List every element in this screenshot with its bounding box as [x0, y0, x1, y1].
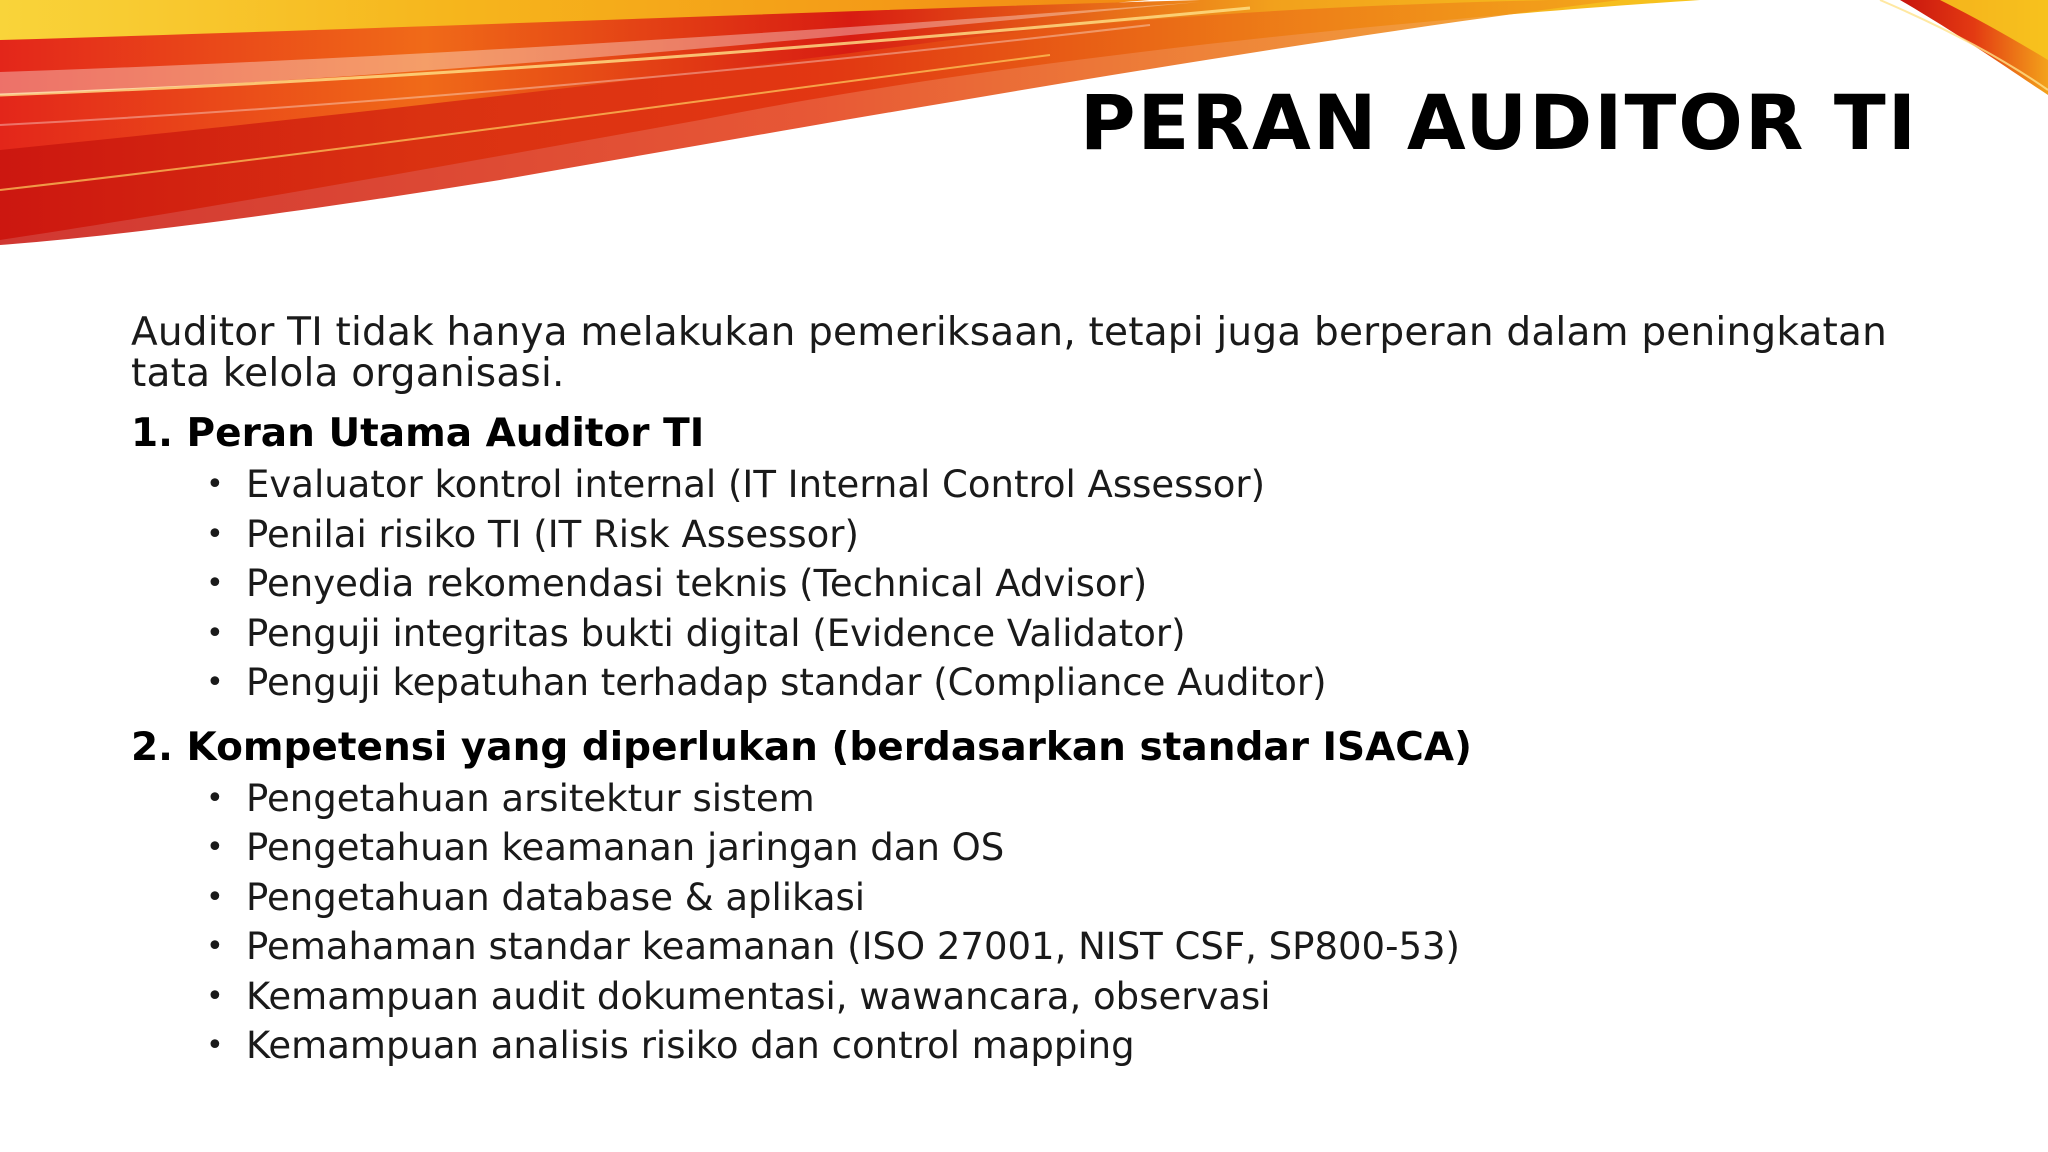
bullet-dot: • — [206, 978, 224, 1014]
list-item — [206, 873, 1891, 923]
list-item — [206, 510, 1891, 560]
list-item-text: Penilai risiko TI (IT Risk Assessor) — [246, 512, 859, 556]
list-item-text: Pengetahuan database & aplikasi — [246, 875, 866, 919]
list-item-text: Penguji kepatuhan terhadap standar (Compliance Auditor) — [246, 661, 1327, 704]
section-main-roles — [131, 408, 1891, 708]
intro-paragraph: Auditor TI tidak hanya melakukan pemeriksaan, tetapi juga berperan dalam peningkatan tata kelola organisasi. — [131, 310, 1888, 396]
bullet-dot: • — [206, 830, 224, 865]
bullet-dot: • — [206, 566, 224, 601]
list-item — [206, 460, 1891, 510]
list-item-text: Penyedia rekomendasi teknis (Technical Advisor) — [246, 562, 1148, 605]
bullet-dot: • — [206, 780, 224, 816]
slide-title: PERAN AUDITOR TI — [1079, 78, 1918, 167]
section-heading: 1. Peran Utama Auditor TI — [131, 411, 705, 456]
list-item — [206, 559, 1891, 609]
list-item — [206, 1021, 1891, 1071]
slide-content — [131, 312, 1891, 1071]
list-item — [206, 609, 1891, 659]
list-item-text: Kemampuan audit dokumentasi, wawancara, observasi — [246, 974, 1271, 1018]
list-item — [206, 658, 1891, 708]
bullet-dot: • — [206, 929, 224, 964]
list-item-text: Pengetahuan arsitektur sistem — [246, 776, 815, 820]
section-heading: 2. Kompetensi yang diperlukan (berdasarkan standar ISACA) — [131, 724, 1472, 770]
list-item — [206, 823, 1891, 873]
list-item-text: Penguji integritas bukti digital (Evidence Validator) — [246, 611, 1186, 655]
bullet-dot: • — [206, 665, 224, 700]
bullet-list — [131, 774, 1891, 1071]
list-item-text: Pengetahuan keamanan jaringan dan OS — [246, 826, 1005, 869]
bullet-dot: • — [206, 879, 224, 915]
bullet-dot: • — [206, 615, 224, 651]
bullet-dot: • — [206, 1028, 224, 1063]
list-item-text: Kemampuan analisis risiko dan control mapping — [246, 1024, 1135, 1067]
bullet-dot: • — [206, 467, 224, 502]
list-item — [206, 774, 1891, 824]
list-item — [206, 972, 1891, 1022]
list-item-text: Pemahaman standar keamanan (ISO 27001, NIST CSF, SP800-53) — [246, 925, 1460, 968]
list-item — [206, 922, 1891, 972]
bullet-dot: • — [206, 516, 224, 552]
section-competencies — [131, 722, 1891, 1071]
list-item-text: Evaluator kontrol internal (IT Internal Control Assessor) — [246, 463, 1266, 506]
bullet-list — [131, 460, 1891, 708]
